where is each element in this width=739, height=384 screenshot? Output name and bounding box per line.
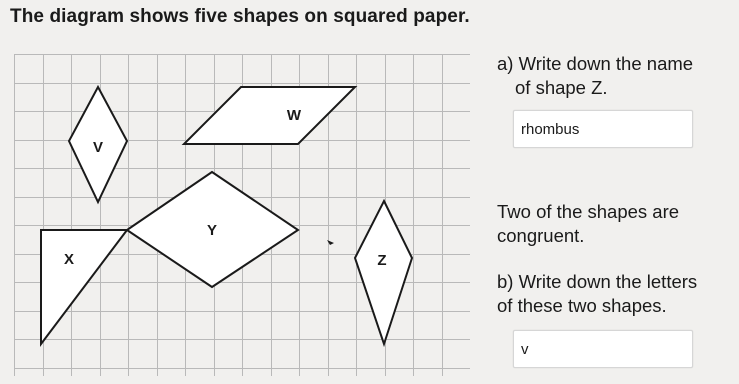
part-a-answer-field[interactable]: rhombus xyxy=(513,110,693,148)
label-w: W xyxy=(286,107,302,124)
label-v: V xyxy=(92,139,104,156)
congruent-statement xyxy=(497,200,679,248)
part-a-prompt xyxy=(497,52,693,100)
shape-z xyxy=(355,201,412,344)
shapes-diagram-svg xyxy=(14,54,470,376)
part-a-line1: a) Write down the name xyxy=(497,53,694,74)
label-z: Z xyxy=(377,252,387,269)
part-b-line1: b) Write down the letters xyxy=(497,271,698,292)
part-b-answer-field[interactable]: v xyxy=(513,330,693,368)
question-intro: The diagram shows five shapes on squared paper. xyxy=(10,6,470,27)
congruent-line2: congruent. xyxy=(497,225,585,246)
part-b-line2: of these two shapes. xyxy=(497,295,667,316)
label-y: Y xyxy=(206,222,218,239)
shape-x xyxy=(41,230,127,344)
shape-w xyxy=(184,87,355,144)
part-a-line2: of shape Z. xyxy=(515,77,608,98)
label-x: X xyxy=(63,251,75,268)
congruent-line1: Two of the shapes are xyxy=(497,201,680,222)
part-b-prompt xyxy=(497,270,697,318)
squared-paper-diagram xyxy=(14,54,470,376)
